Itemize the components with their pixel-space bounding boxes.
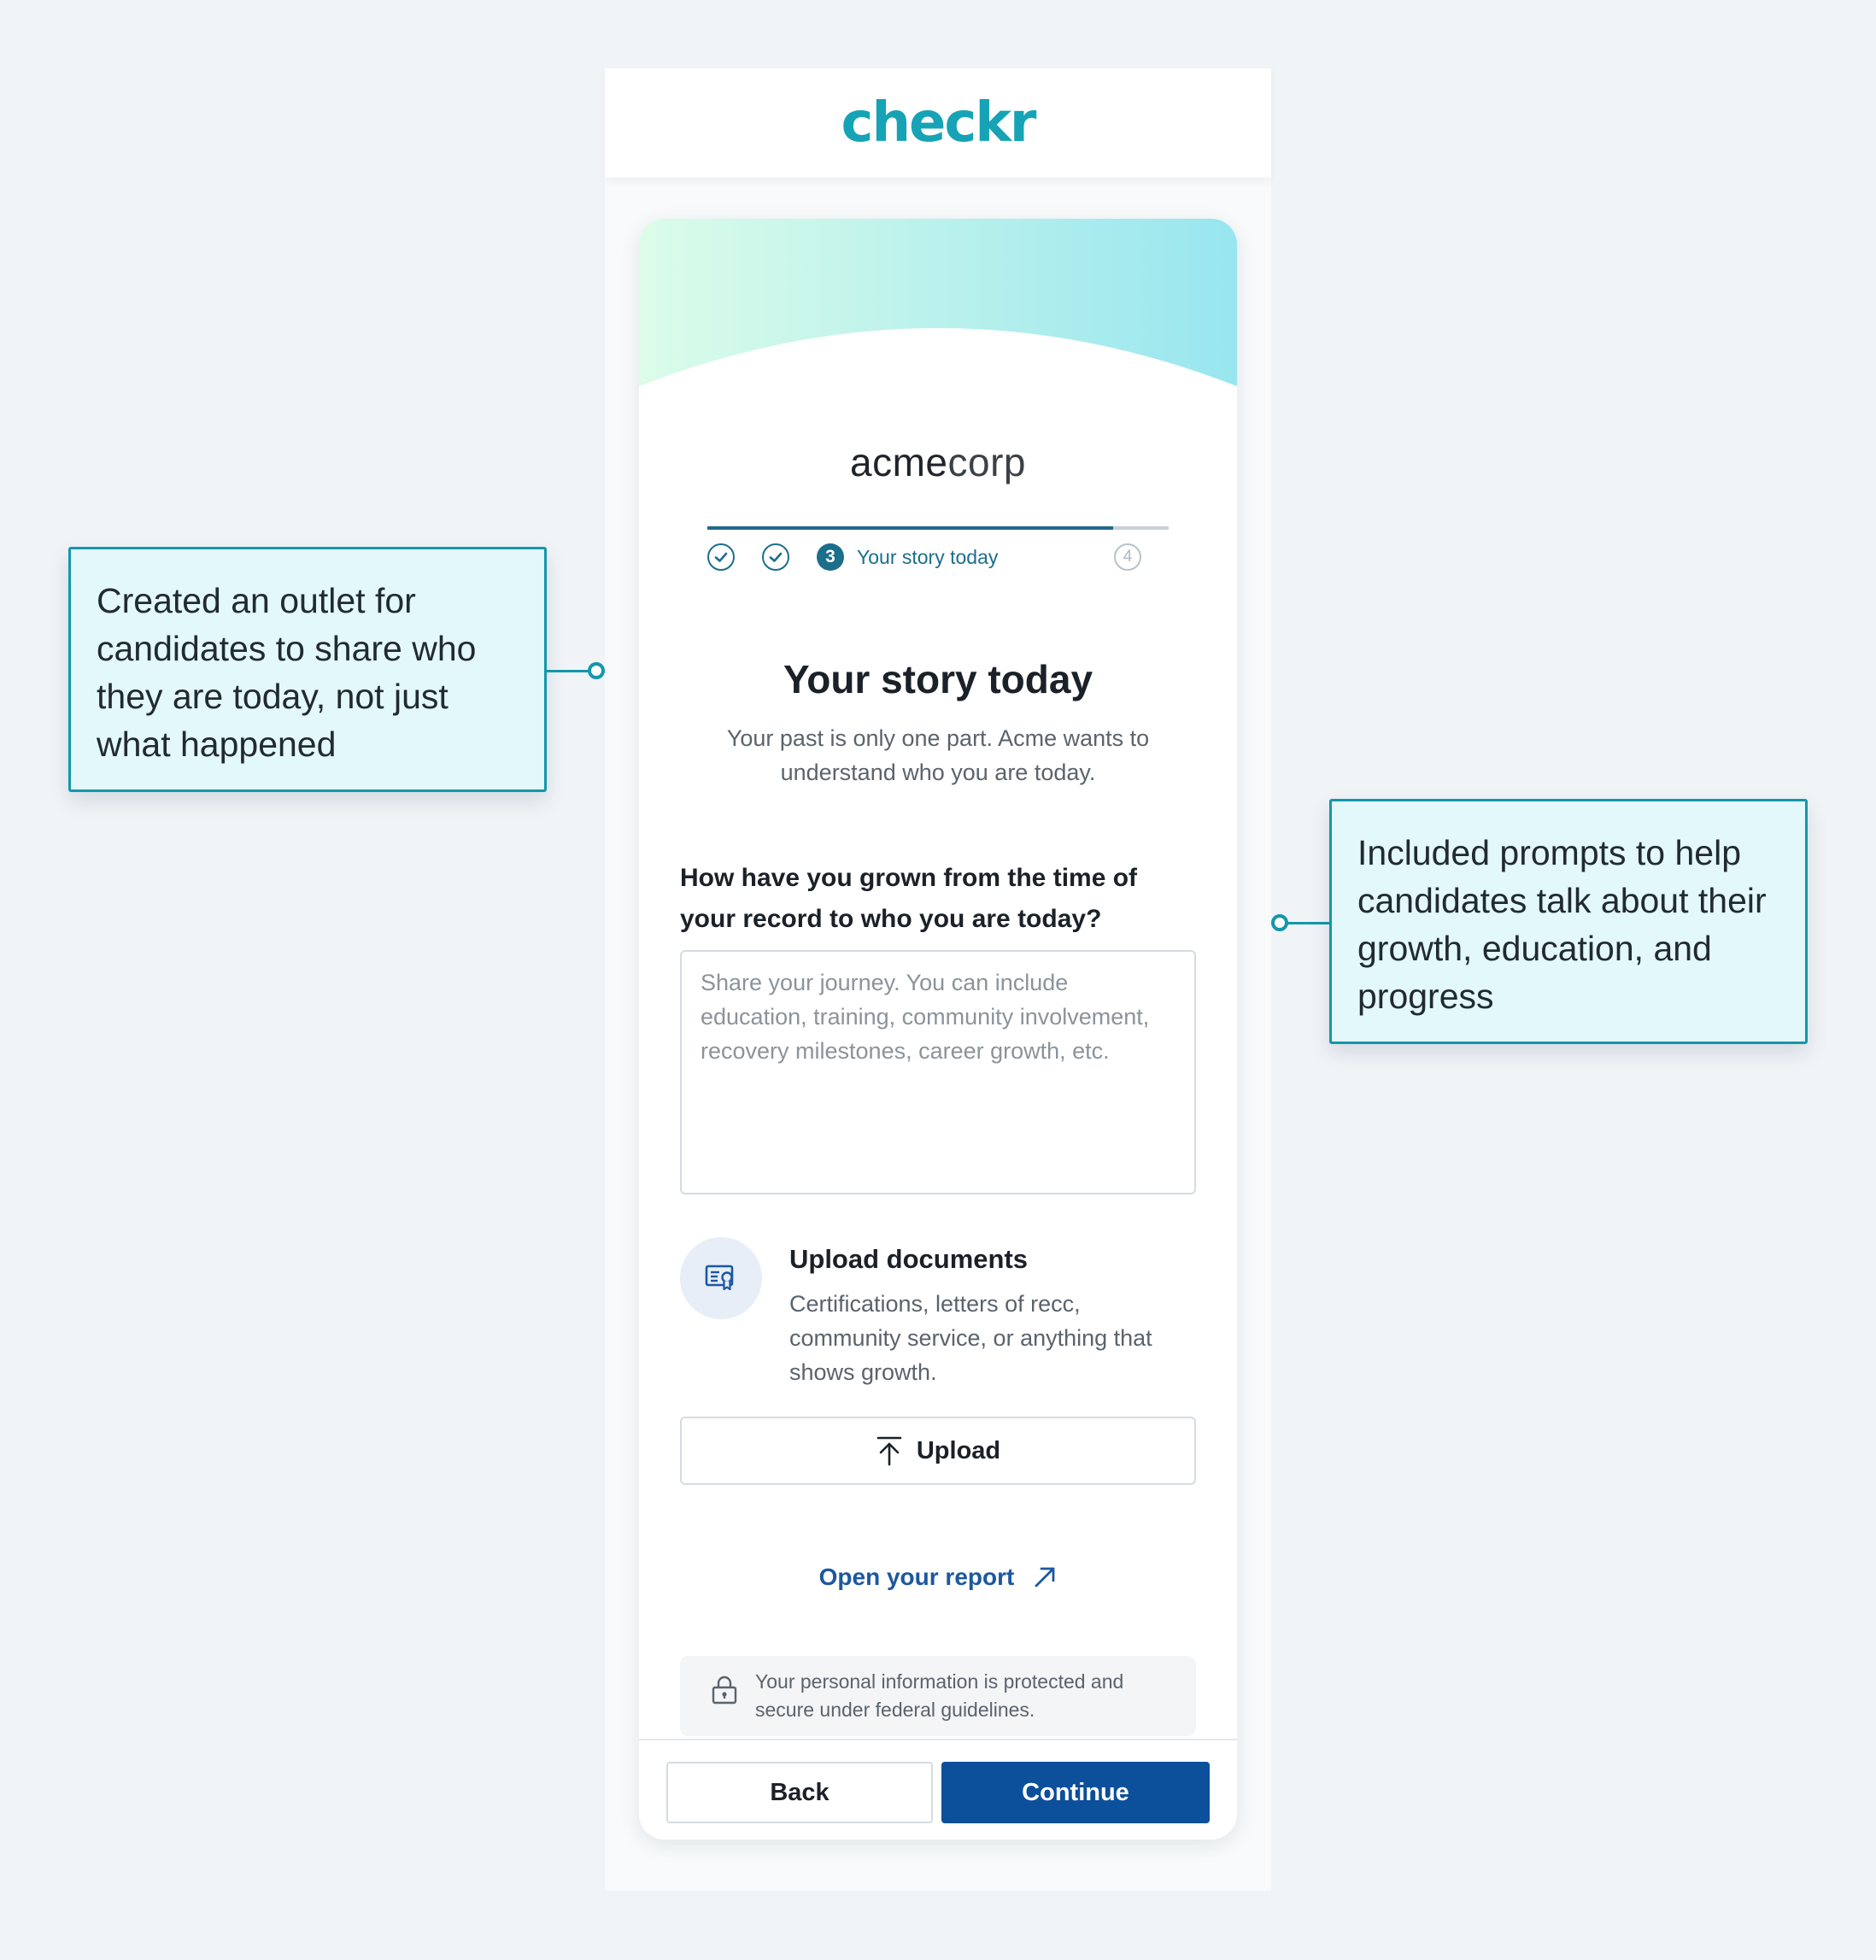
phone-screen <box>605 68 1271 1891</box>
progress-bar-fill <box>707 526 1113 530</box>
page-subtitle: Your past is only one part. Acme wants to understand who you are today. <box>726 725 1150 785</box>
annotation-callout-right <box>1329 799 1808 1044</box>
upload-icon <box>876 1435 903 1466</box>
step-1-complete-icon <box>707 543 735 571</box>
hero-banner <box>639 219 1237 390</box>
step-3-current: 3 <box>817 543 844 571</box>
story-card <box>639 219 1237 1840</box>
open-report-label: Open your report <box>818 1564 1015 1590</box>
upload-section-description: Certifications, letters of recc, community service, or anything that shows growth. <box>789 1291 1152 1385</box>
lock-icon <box>711 1675 738 1705</box>
step-2-complete-icon <box>762 543 789 571</box>
annotation-text-left: Created an outlet for candidates to share who they are today, not just what happened <box>97 581 477 764</box>
external-arrow-icon <box>1033 1565 1057 1589</box>
step-4-upcoming: 4 <box>1114 543 1141 571</box>
annotation-text-right: Included prompts to help candidates talk about their growth, education, and progress <box>1357 833 1767 1016</box>
step-indicator <box>707 543 1186 574</box>
open-report-link[interactable] <box>639 1564 1237 1591</box>
story-textarea[interactable] <box>680 950 1196 1194</box>
connector-dot-left <box>588 662 605 679</box>
footer-divider <box>639 1739 1237 1740</box>
upload-button[interactable] <box>680 1417 1196 1485</box>
progress-bar <box>707 526 1169 530</box>
page-title: Your story today <box>783 657 1093 701</box>
app-header <box>605 68 1271 178</box>
back-button[interactable]: Back <box>666 1762 933 1823</box>
security-notice <box>680 1656 1196 1736</box>
story-question-label: How have you grown from the time of your record to who you are today? <box>680 864 1138 933</box>
connector-line-left <box>547 670 589 672</box>
connector-line-right <box>1287 922 1331 924</box>
upload-button-label: Upload <box>916 1436 1001 1464</box>
annotation-callout-left <box>68 547 547 792</box>
company-logo <box>639 439 1237 485</box>
certificate-icon <box>680 1237 762 1319</box>
security-notice-text: Your personal information is protected and secure under federal guidelines. <box>755 1670 1124 1721</box>
company-logo-thin: corp <box>947 440 1026 484</box>
connector-dot-right <box>1271 914 1288 931</box>
current-step-label: Your story today <box>857 546 999 568</box>
continue-button[interactable]: Continue <box>941 1762 1210 1823</box>
company-logo-bold: acme <box>850 440 948 484</box>
upload-section-title: Upload documents <box>789 1244 1029 1274</box>
brand-logo: checkr <box>841 91 1035 155</box>
